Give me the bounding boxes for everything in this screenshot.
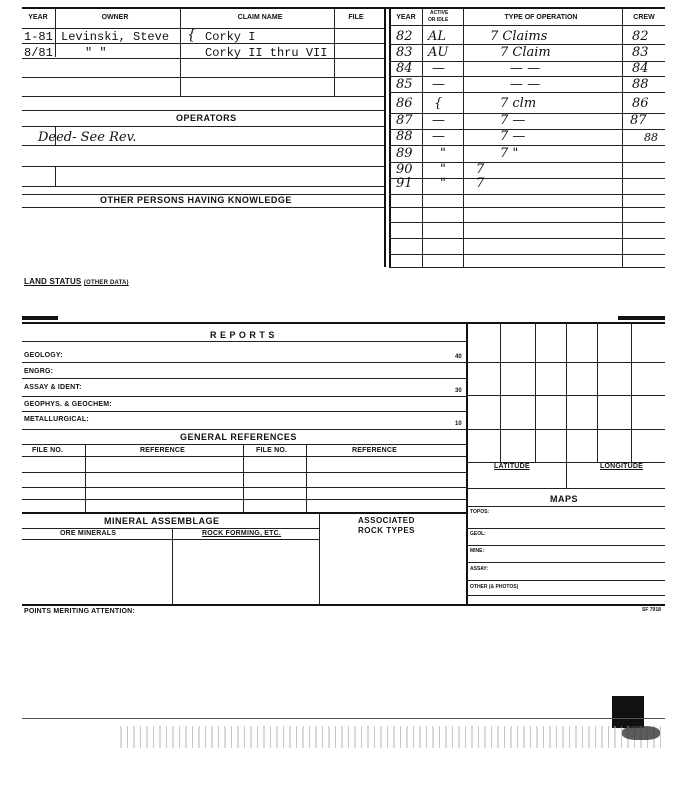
- ops-row-5-type: 7 clm: [500, 96, 537, 111]
- report-assay: ASSAY & IDENT:: [24, 384, 82, 391]
- header-year: YEAR: [28, 14, 48, 21]
- owner-row-1-owner: Levinski, Steve: [61, 30, 170, 44]
- header-type-of-operation: TYPE OF OPERATION: [504, 14, 578, 21]
- ops-row-3-type: — —: [510, 61, 541, 76]
- header-owner: OWNER: [101, 14, 129, 21]
- land-status-label: [24, 277, 129, 286]
- other-persons-title: OTHER PERSONS HAVING KNOWLEDGE: [100, 195, 292, 205]
- scan-black-block: [612, 696, 644, 728]
- land-status-text: LAND STATUS: [24, 277, 82, 286]
- ops-row-10-type: 7: [476, 176, 485, 191]
- gr-col-file-1: FILE NO.: [32, 447, 64, 454]
- ops-row-2-year: 83: [396, 45, 413, 60]
- maps-assay: ASSAY:: [470, 566, 489, 572]
- ops-row-6-crew: 87: [630, 113, 647, 128]
- ops-row-4-status: —: [432, 77, 445, 92]
- claim-bracket-mark: {: [187, 27, 196, 43]
- ops-row-7-status: —: [432, 129, 445, 144]
- gr-col-ref-1: REFERENCE: [140, 447, 185, 454]
- maps-geol: GEOL:: [470, 531, 486, 537]
- ops-row-10-status: ": [440, 176, 446, 191]
- ops-row-8-type: 7 ": [500, 146, 519, 161]
- owner-row-1-claim: Corky I: [205, 30, 256, 44]
- ops-row-9-year: 90: [396, 162, 413, 177]
- ops-row-5-year: 86: [396, 96, 413, 111]
- associated-rock-types-1: ASSOCIATED: [358, 516, 415, 525]
- report-geophys: GEOPHYS. & GEOCHEM:: [24, 401, 112, 408]
- ore-minerals-header: ORE MINERALS: [60, 530, 117, 537]
- points-meriting-attention: POINTS MERITING ATTENTION:: [24, 608, 135, 615]
- report-engrg: ENGRG:: [24, 368, 54, 375]
- ops-row-2-crew: 83: [632, 45, 649, 60]
- ops-row-5-crew: 86: [632, 96, 649, 111]
- gr-col-file-2: FILE NO.: [256, 447, 288, 454]
- header-crew: CREW: [633, 14, 655, 21]
- ops-row-9-status: ": [440, 162, 446, 177]
- ops-row-4-year: 85: [396, 77, 413, 92]
- rock-forming-header: ROCK FORMING, ETC.: [202, 530, 282, 537]
- ops-row-3-crew: 84: [632, 61, 649, 76]
- scan-dark-smudge: [622, 726, 660, 740]
- mineral-assemblage-title: MINERAL ASSEMBLAGE: [104, 516, 220, 526]
- operators-title: OPERATORS: [176, 113, 237, 123]
- operators-entry: Deed- See Rev.: [38, 130, 137, 145]
- owner-row-2-claim: Corky II thru VII: [205, 46, 328, 60]
- gr-col-ref-2: REFERENCE: [352, 447, 397, 454]
- maps-mine: MINE:: [470, 548, 485, 554]
- report-metallurgical-num: 10: [455, 421, 462, 427]
- ops-row-1-crew: 82: [632, 29, 649, 44]
- ops-row-6-type: 7 —: [500, 113, 526, 128]
- maps-title: MAPS: [550, 494, 579, 504]
- ops-row-10-year: 91: [396, 176, 413, 191]
- ops-row-4-crew: 88: [632, 77, 649, 92]
- ops-row-3-status: —: [432, 61, 445, 76]
- longitude-label: LONGITUDE: [600, 463, 644, 470]
- latitude-label: LATITUDE: [494, 463, 530, 470]
- land-status-sub: (OTHER DATA): [83, 280, 129, 286]
- ops-row-7-year: 88: [396, 129, 413, 144]
- corner-mark-left: [22, 316, 58, 320]
- ops-row-2-status: AU: [428, 45, 449, 60]
- ops-row-3-year: 84: [396, 61, 413, 76]
- ops-row-2-type: 7 Claim: [500, 45, 551, 60]
- owner-row-2-year: 8/81: [24, 46, 53, 60]
- ops-row-1-status: AL: [428, 29, 447, 44]
- ops-row-7-crew: 88: [644, 131, 658, 144]
- maps-other: OTHER (& PHOTOS): [470, 584, 519, 590]
- ops-row-6-status: —: [432, 113, 445, 128]
- header-year-ops: YEAR: [396, 14, 416, 21]
- ops-row-7-type: 7 —: [500, 129, 526, 144]
- header-claim-name: CLAIM NAME: [237, 14, 283, 21]
- form-number: SF 7918: [642, 607, 661, 613]
- header-file: FILE: [348, 14, 364, 21]
- report-geology-num: 40: [455, 354, 462, 360]
- ops-row-9-type: 7: [476, 162, 485, 177]
- scan-noise-band: [120, 726, 665, 748]
- owner-row-1-year: 1-81: [24, 30, 53, 44]
- corner-mark-right: [618, 316, 665, 320]
- associated-rock-types-2: ROCK TYPES: [358, 526, 416, 535]
- report-assay-num: 30: [455, 388, 462, 394]
- header-or-idle: OR IDLE: [428, 17, 449, 23]
- reports-title: R E P O R T S: [210, 330, 275, 340]
- ops-row-6-year: 87: [396, 113, 413, 128]
- ops-row-8-year: 89: [396, 146, 413, 161]
- ops-row-1-type: 7 Claims: [490, 29, 548, 44]
- header-active: ACTIVE: [430, 10, 449, 16]
- ops-row-4-type: — —: [510, 77, 541, 92]
- ops-row-8-status: ": [440, 146, 446, 161]
- owner-row-2-owner: " ": [85, 46, 107, 60]
- ops-row-5-status: {: [434, 96, 443, 111]
- general-references-title: GENERAL REFERENCES: [180, 432, 297, 442]
- report-metallurgical: METALLURGICAL:: [24, 416, 89, 423]
- ops-row-1-year: 82: [396, 29, 413, 44]
- maps-topos: TOPOS:: [470, 509, 490, 515]
- report-geology: GEOLOGY:: [24, 352, 63, 359]
